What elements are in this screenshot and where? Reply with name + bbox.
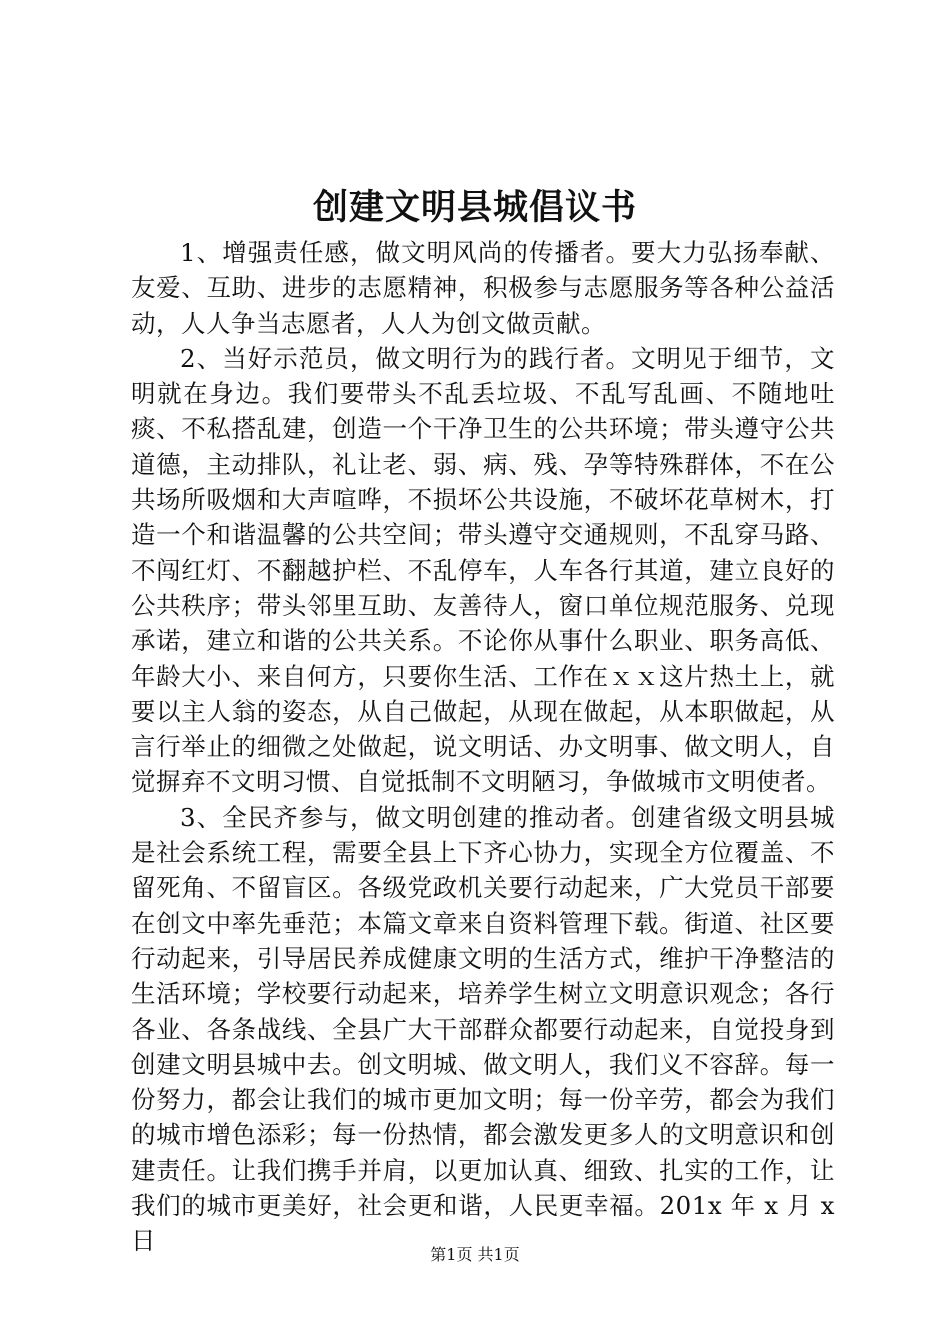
document-body [131, 235, 835, 1259]
document-title: 创建文明县城倡议书 [312, 187, 637, 228]
paragraph-2: 2、当好示范员，做文明行为的践行者。文明见于细节，文明就在身边。我们要带头不乱丢垃圾、不乱写乱画、不随地吐痰、不私搭乱建，创造一个干净卫生的公共环境；带头遵守公共道德，主动排队，礼让老、弱、病、残、孕等特殊群体，不在公共场所吸烟和大声喧哗，不损坏公共设施，不破坏花草树木，打造一个和谐温馨的公共空间；带头遵守交通规则，不乱穿马路、不闯红灯、不翻越护栏、不乱停车，人车各行其道，建立良好的公共秩序；带头邻里互助、友善待人，窗口单位规范服务、兑现承诺，建立和谐的公共关系。不论你从事什么职业、职务高低、年龄大小、来自何方，只要你生活、工作在ｘｘ这片热土上，就要以主人翁的姿态，从自己做起，从现在做起，从本职做起，从言行举止的细微之处做起，说文明话、办文明事、做文明人，自觉摒弃不文明习惯、自觉抵制不文明陋习，争做城市文明使者。 [131, 343, 835, 797]
page-footer: 第1页 共1页 [430, 1245, 520, 1264]
paragraph-3: 3、全民齐参与，做文明创建的推动者。创建省级文明县城是社会系统工程，需要全县上下齐心协力，实现全方位覆盖、不留死角、不留盲区。各级党政机关要行动起来，广大党员干部要在创文中率先垂范；本篇文章来自资料管理下载。街道、社区要行动起来，引导居民养成健康文明的生活方式，维护干净整洁的生活环境；学校要行动起来，培养学生树立文明意识观念；各行各业、各条战线、全县广大干部群众都要行动起来，自觉投身到创建文明县城中去。创文明城、做文明人，我们义不容辞。每一份努力，都会让我们的城市更加文明；每一份辛劳，都会为我们的城市增色添彩；每一份热情，都会激发更多人的文明意识和创建责任。让我们携手并肩，以更加认真、细致、扎实的工作，让我们的城市更美好，社会更和谐，人民更幸福。201x 年 x 月 x 日 [131, 802, 835, 1256]
paragraph-1: 1、增强责任感，做文明风尚的传播者。要大力弘扬奉献、友爱、互助、进步的志愿精神，积极参与志愿服务等各种公益活动，人人争当志愿者，人人为创文做贡献。 [131, 238, 835, 338]
